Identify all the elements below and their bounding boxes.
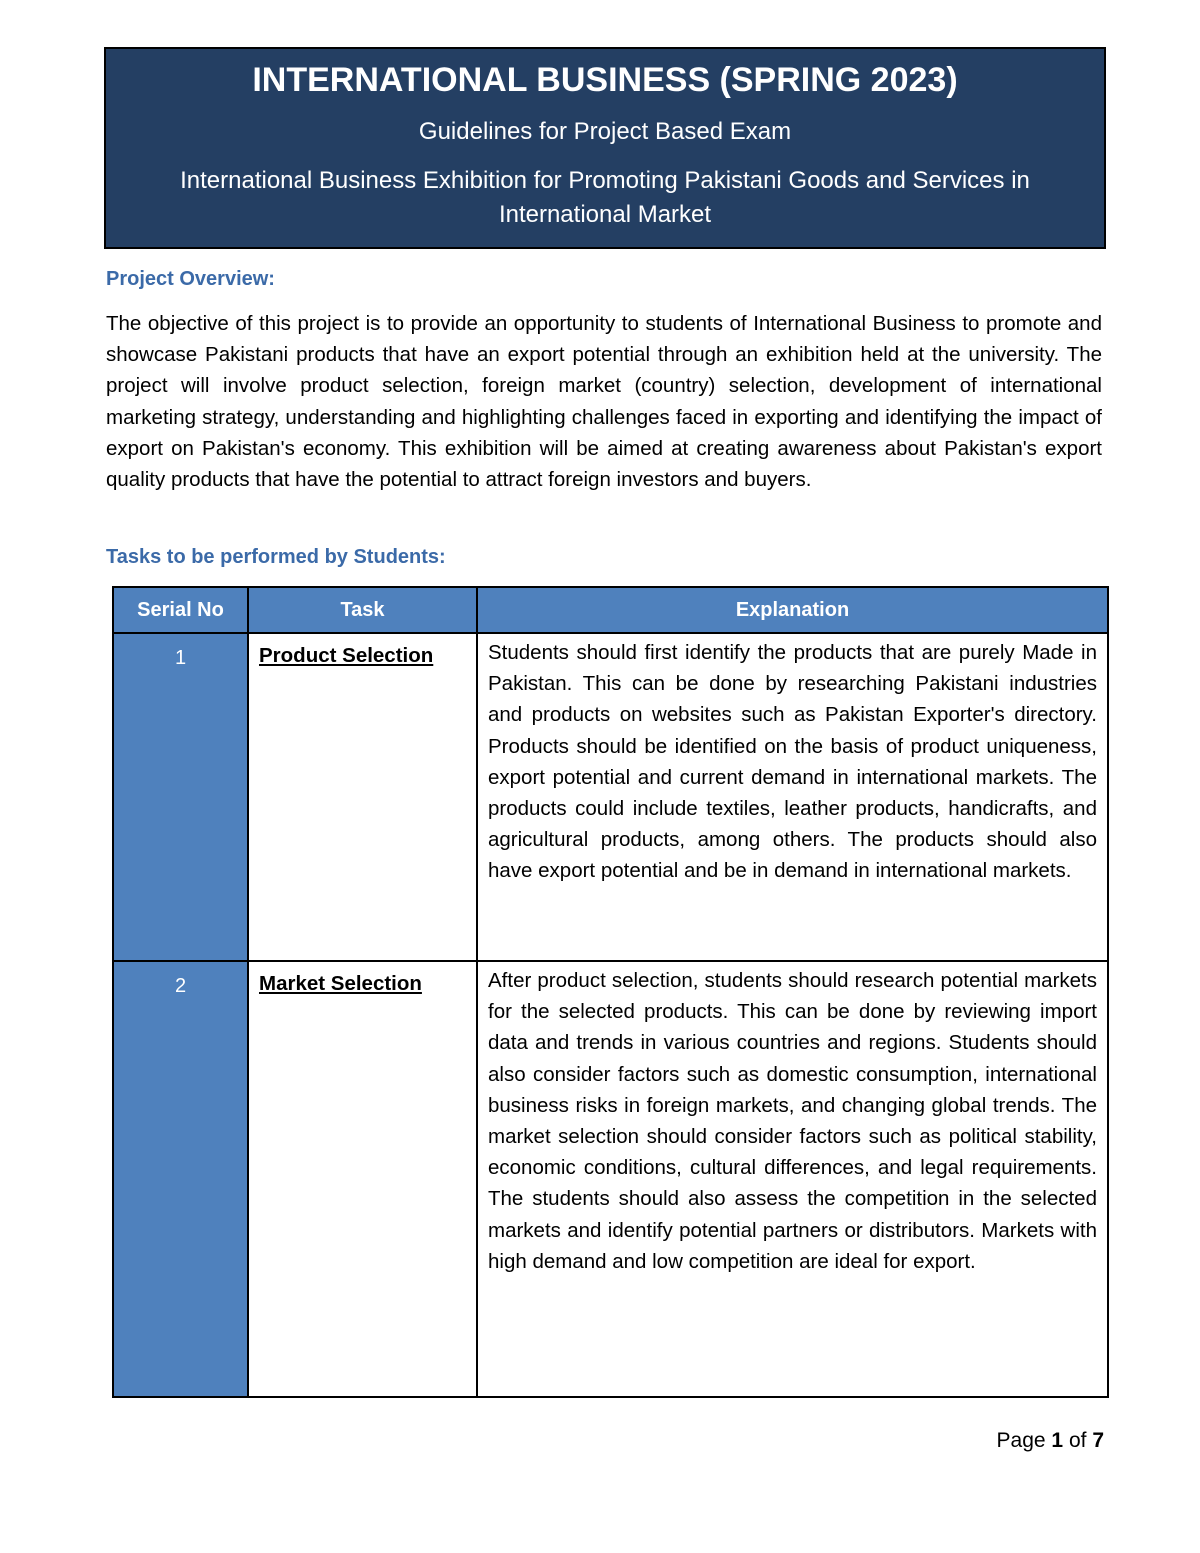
page-total: 7 [1092,1429,1104,1452]
table-row [113,961,1108,1397]
task-cell [248,633,477,961]
task-cell [248,961,477,1397]
tasks-heading: Tasks to be performed by Students: [106,546,446,568]
table-row [113,633,1108,961]
page-label: Page [996,1429,1046,1452]
column-header-explanation: Explanation [477,587,1108,633]
document-title: INTERNATIONAL BUSINESS (SPRING 2023) [252,61,958,99]
explanation-cell: Students should first identify the products that are purely Made in Pakistan. This can be done by researching Pakistani industries and products on websites such as Pakistan Exporter's directory. Products should be identified on the basis of product uniqueness, export potential and current demand in international markets. The products could include textiles, leather products, handicrafts, and agricultural products, among others. The products should also have export potential and be in demand in international markets. [477,633,1108,961]
page-current: 1 [1051,1429,1064,1452]
serial-cell: 2 [113,961,248,1397]
page-of-label: of [1068,1429,1087,1452]
tasks-table [112,586,1109,1398]
serial-cell: 1 [113,633,248,961]
column-header-task: Task [248,587,477,633]
overview-paragraph: The objective of this project is to provide an opportunity to students of International Business to promote and showcase Pakistani products that have an export potential through an exhibition held at the university. The project will involve product selection, foreign market (country) selection, development of international marketing strategy, understanding and highlighting challenges faced in exporting and identifying the impact of export on Pakistan's economy. This exhibition will be aimed at creating awareness about Pakistan's export quality products that have the potential to attract foreign investors and buyers. [106,312,1102,492]
page-number [900,1428,1104,1454]
column-header-serial: Serial No [113,587,248,633]
explanation-cell: After product selection, students should research potential markets for the selected products. This can be done by reviewing import data and trends in various countries and regions. Students should also consider factors such as domestic consumption, international business risks in foreign markets, and changing global trends. The market selection should consider factors such as political stability, economic conditions, cultural differences, and legal requirements. The students should also assess the competition in the selected markets and identify potential partners or distributors. Markets with high demand and low competition are ideal for export. [477,961,1108,1397]
table-header-row [113,587,1108,633]
task-name: Market Selection [259,972,422,995]
overview-heading: Project Overview: [106,268,275,290]
document-header [104,47,1106,249]
document-subtitle: Guidelines for Project Based Exam [418,118,792,145]
document-description: International Business Exhibition for Promoting Pakistani Goods and Services in International Market [180,167,1030,228]
task-name: Product Selection [259,644,434,667]
